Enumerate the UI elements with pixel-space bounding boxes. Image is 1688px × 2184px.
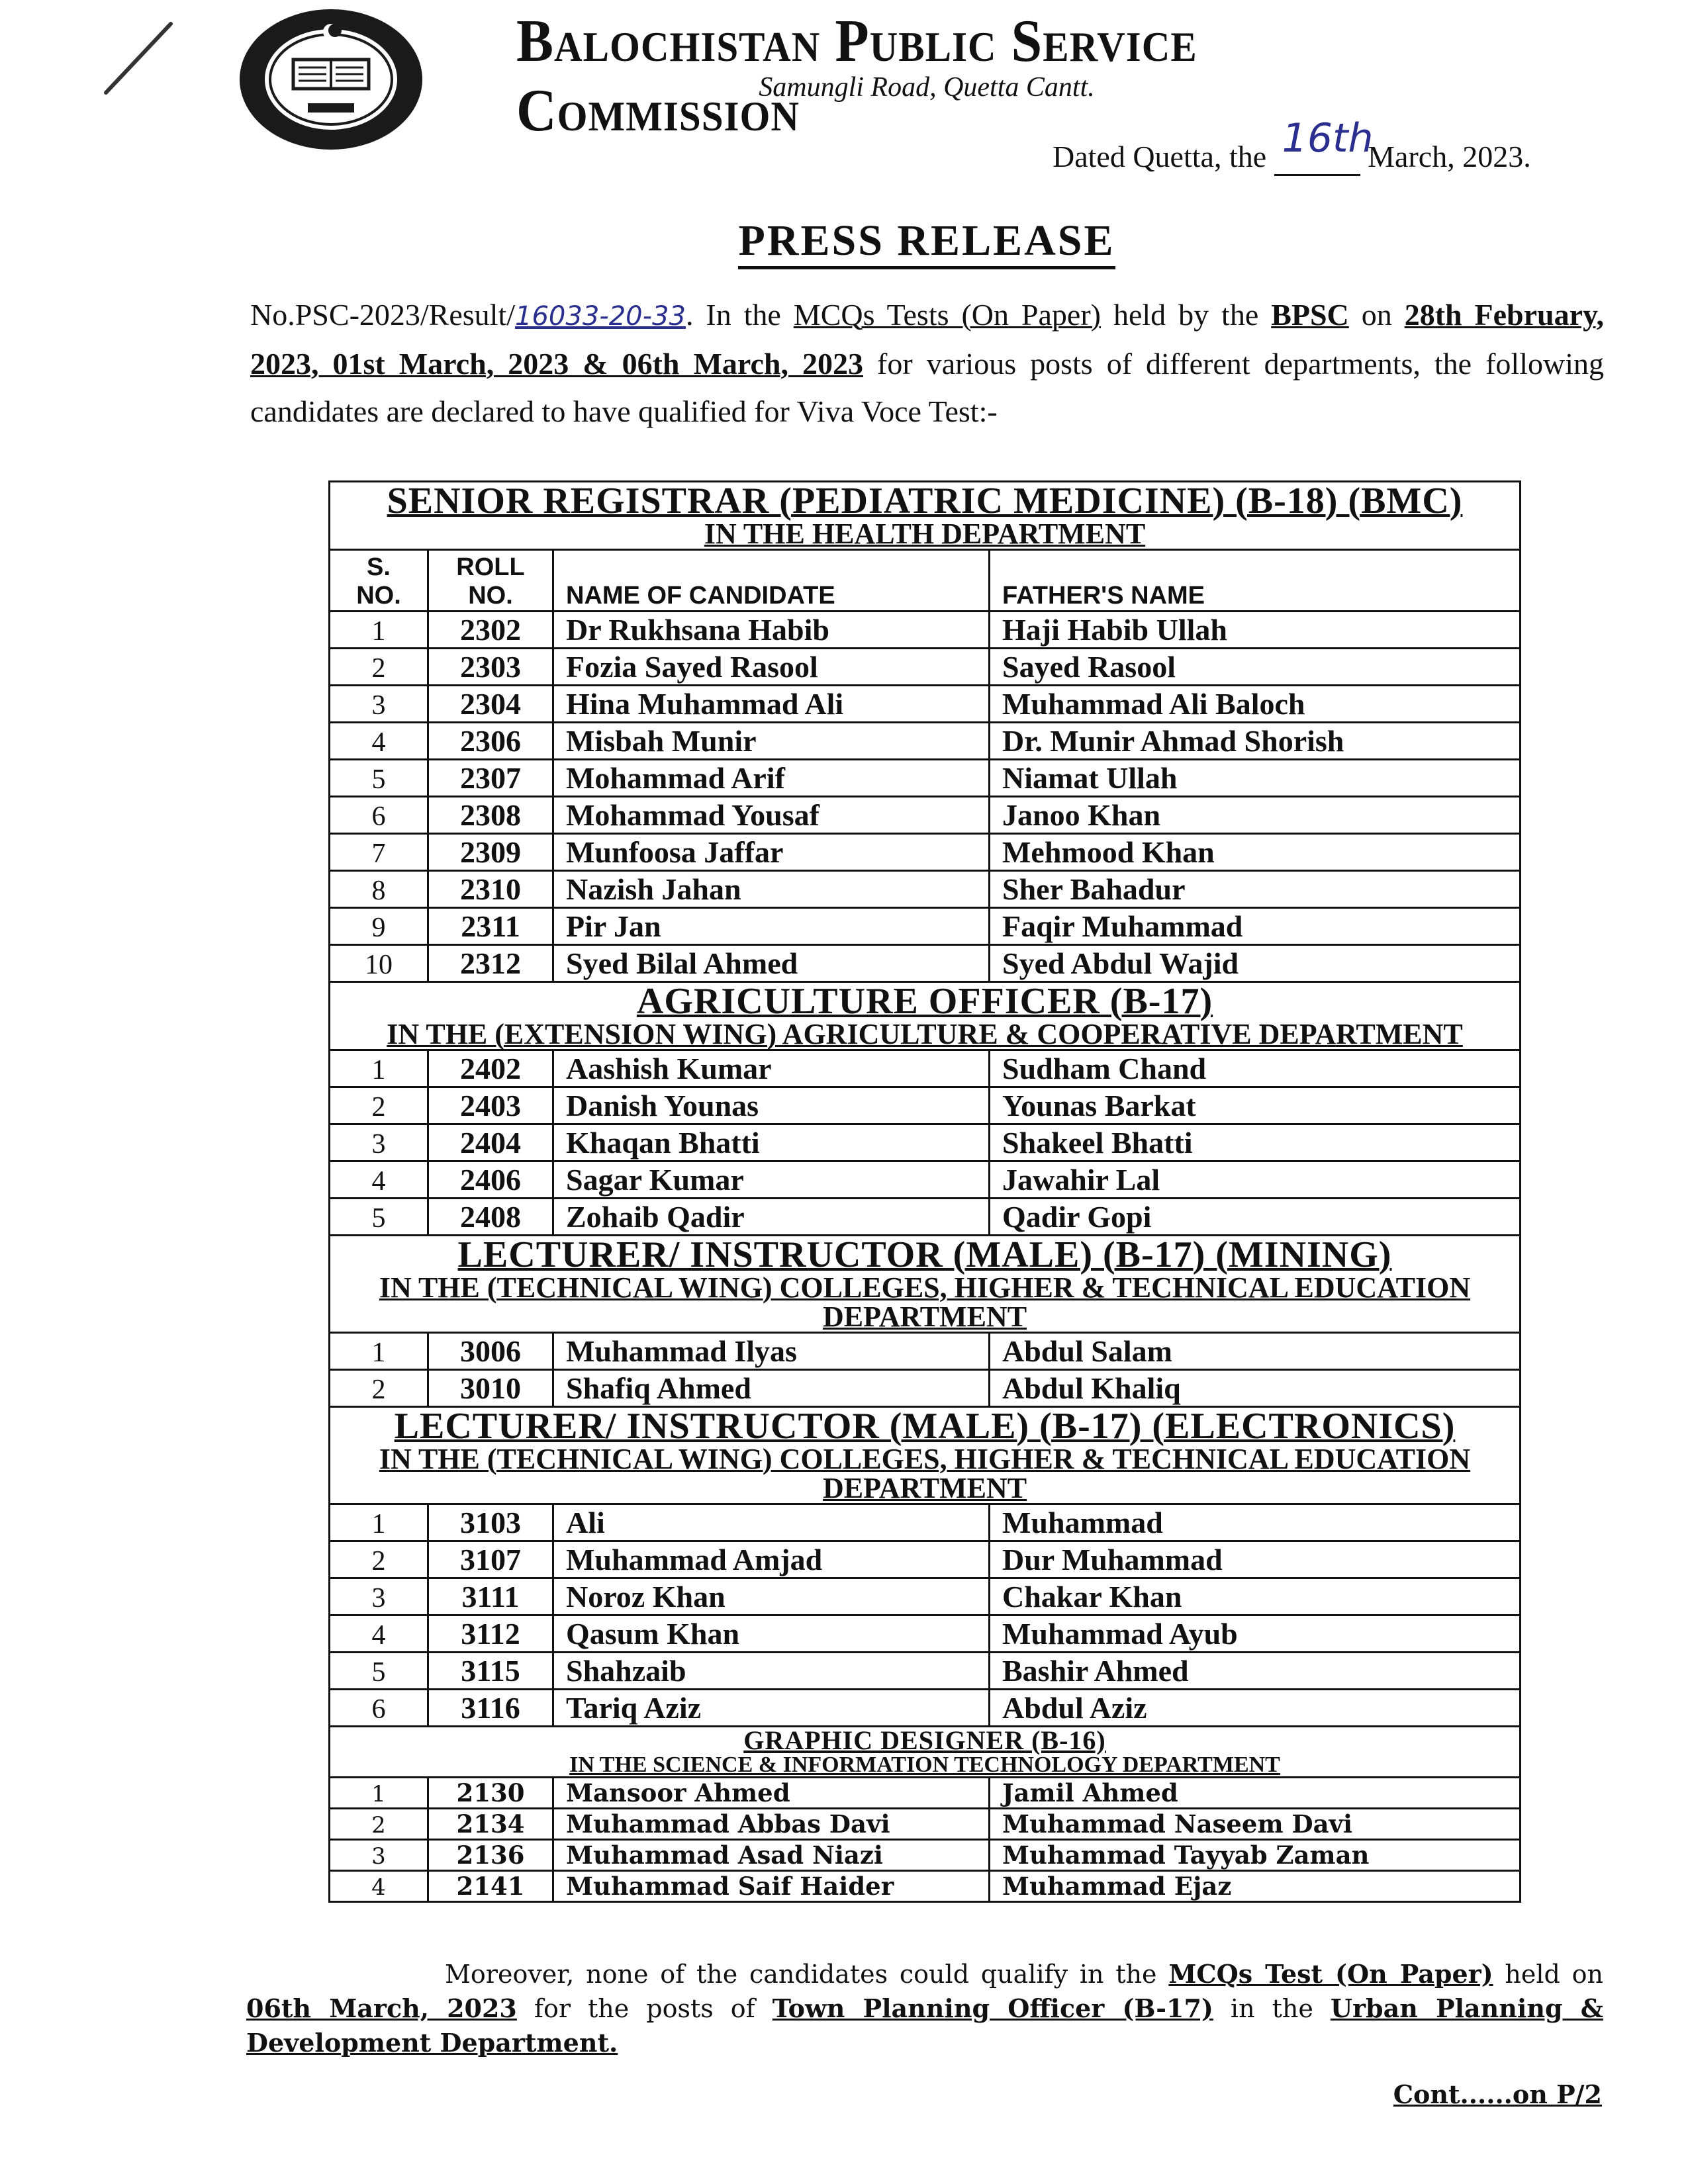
cell-roll: 2311 — [428, 908, 553, 945]
cell-roll: 3116 — [428, 1690, 553, 1727]
cell-father: Abdul Aziz — [990, 1690, 1521, 1727]
cell-father: Janoo Khan — [990, 797, 1521, 834]
section-title: AGRICULTURE OFFICER (B-17) — [636, 981, 1213, 1022]
dated-day — [1274, 115, 1374, 176]
cell-roll: 3010 — [428, 1370, 553, 1407]
section-title: SENIOR REGISTRAR (PEDIATRIC MEDICINE) (B-18) (BMC) — [387, 480, 1463, 522]
cell-roll: 2134 — [428, 1809, 553, 1840]
cell-sn: 3 — [330, 1578, 428, 1615]
cell-roll: 2136 — [428, 1840, 553, 1871]
cell-father: Jawahir Lal — [990, 1161, 1521, 1199]
cell-sn: 2 — [330, 649, 428, 686]
cell-name: Muhammad Saif Haider — [553, 1871, 990, 1902]
cell-roll: 2402 — [428, 1050, 553, 1087]
cell-father: Muhammad Tayyab Zaman — [990, 1840, 1521, 1871]
cell-father: Syed Abdul Wajid — [990, 945, 1521, 982]
section-header — [330, 982, 1521, 1050]
cell-sn: 5 — [330, 760, 428, 797]
cell-roll: 2408 — [428, 1199, 553, 1236]
cell-sn: 5 — [330, 1653, 428, 1690]
section-title: LECTURER/ INSTRUCTOR (MALE) (B-17) (ELECTRONICS) — [394, 1406, 1456, 1447]
cell-sn: 2 — [330, 1370, 428, 1407]
cell-sn: 4 — [330, 723, 428, 760]
table-row — [330, 1370, 1521, 1407]
cell-roll: 2304 — [428, 686, 553, 723]
table-row — [330, 1778, 1521, 1809]
cell-name: Dr Rukhsana Habib — [553, 612, 990, 649]
table-row — [330, 1578, 1521, 1615]
cell-name: Syed Bilal Ahmed — [553, 945, 990, 982]
cell-father: Sudham Chand — [990, 1050, 1521, 1087]
cell-name: Noroz Khan — [553, 1578, 990, 1615]
cell-name: Muhammad Amjad — [553, 1541, 990, 1578]
cell-roll: 2312 — [428, 945, 553, 982]
cell-sn: 3 — [330, 1124, 428, 1161]
intro-paragraph: No.PSC-2023/Result/16033-20-33. In the MCQs Tests (On Paper) held by the BPSC on 28th February, 2023, 01st March, 2023 & 06th March, 2023 for various posts of different departments, the following candidates are declared to have qualified for Viva Voce Test:- — [250, 298, 1605, 428]
cell-name: Fozia Sayed Rasool — [553, 649, 990, 686]
cell-sn: 1 — [330, 612, 428, 649]
cell-name: Zohaib Qadir — [553, 1199, 990, 1236]
cell-sn: 1 — [330, 1050, 428, 1087]
cell-sn: 10 — [330, 945, 428, 982]
column-header-sno: S. NO. — [330, 550, 428, 612]
cell-roll: 3103 — [428, 1504, 553, 1541]
cell-name: Shahzaib — [553, 1653, 990, 1690]
section-header — [330, 482, 1521, 550]
cell-name: Hina Muhammad Ali — [553, 686, 990, 723]
dated-suffix: March, 2023. — [1368, 140, 1531, 173]
cell-father: Muhammad Ayub — [990, 1615, 1521, 1653]
mcq-test-text: MCQs Test (On Paper) — [1168, 1959, 1493, 1989]
cell-father: Abdul Salam — [990, 1333, 1521, 1370]
results-table-body — [330, 482, 1521, 1902]
table-row — [330, 1050, 1521, 1087]
cell-sn: 2 — [330, 1087, 428, 1124]
handwritten-day: 16th — [1282, 115, 1374, 161]
table-row — [330, 1504, 1521, 1541]
cell-roll: 3112 — [428, 1615, 553, 1653]
cell-sn: 2 — [330, 1541, 428, 1578]
cell-name: Mohammad Arif — [553, 760, 990, 797]
table-row — [330, 686, 1521, 723]
section-subtitle: IN THE (EXTENSION WING) AGRICULTURE & COOPERATIVE DEPARTMENT — [387, 1018, 1463, 1050]
cell-roll: 2310 — [428, 871, 553, 908]
cell-roll: 2307 — [428, 760, 553, 797]
cell-name: Pir Jan — [553, 908, 990, 945]
cell-father: Dr. Munir Ahmad Shorish — [990, 723, 1521, 760]
column-header-father: FATHER'S NAME — [990, 550, 1521, 612]
handwritten-reference: 16033-20-33 — [515, 301, 686, 332]
table-row — [330, 871, 1521, 908]
cell-roll: 2403 — [428, 1087, 553, 1124]
table-row — [330, 797, 1521, 834]
cell-father: Abdul Khaliq — [990, 1370, 1521, 1407]
qualified-candidates-table — [328, 480, 1521, 1903]
section-header — [330, 1727, 1521, 1778]
cell-sn: 8 — [330, 871, 428, 908]
press-release-title: PRESS RELEASE — [0, 216, 1688, 266]
table-row — [330, 908, 1521, 945]
section-subtitle: IN THE HEALTH DEPARTMENT — [704, 518, 1146, 550]
cell-name: Mansoor Ahmed — [553, 1778, 990, 1809]
cell-name: Shafiq Ahmed — [553, 1370, 990, 1407]
cell-father: Sayed Rasool — [990, 649, 1521, 686]
cell-father: Faqir Muhammad — [990, 908, 1521, 945]
cell-roll: 2302 — [428, 612, 553, 649]
moreover-paragraph: Moreover, none of the candidates could qualify in the MCQs Test (On Paper) held on 06th March, 2023 for the posts of Town Planning Officer (B-17) in the Urban Planning & Development Department. — [246, 1959, 1603, 2058]
cell-roll: 3111 — [428, 1578, 553, 1615]
cell-father: Mehmood Khan — [990, 834, 1521, 871]
table-row — [330, 760, 1521, 797]
cell-roll: 3107 — [428, 1541, 553, 1578]
cell-name: Muhammad Ilyas — [553, 1333, 990, 1370]
column-header-roll: ROLL NO. — [428, 550, 553, 612]
cell-roll: 3006 — [428, 1333, 553, 1370]
column-header-name: NAME OF CANDIDATE — [553, 550, 990, 612]
section-subtitle: IN THE (TECHNICAL WING) COLLEGES, HIGHER & TECHNICAL EDUCATION DEPARTMENT — [379, 1271, 1471, 1333]
table-row — [330, 1333, 1521, 1370]
cell-sn: 4 — [330, 1161, 428, 1199]
commission-seal-logo — [235, 5, 427, 158]
cell-name: Nazish Jahan — [553, 871, 990, 908]
section-subtitle: IN THE (TECHNICAL WING) COLLEGES, HIGHER & TECHNICAL EDUCATION DEPARTMENT — [379, 1443, 1471, 1504]
cell-sn: 4 — [330, 1615, 428, 1653]
cell-father: Dur Muhammad — [990, 1541, 1521, 1578]
continued-note: Cont......on P/2 — [1393, 2079, 1602, 2109]
cell-name: Aashish Kumar — [553, 1050, 990, 1087]
test-dates: 28th February, 2023, 01st March, 2023 & 06th March, 2023 — [250, 298, 1605, 381]
cell-name: Qasum Khan — [553, 1615, 990, 1653]
bpsc-text: BPSC — [1271, 298, 1349, 332]
cell-father: Chakar Khan — [990, 1578, 1521, 1615]
cell-roll: 2141 — [428, 1871, 553, 1902]
cell-sn: 1 — [330, 1504, 428, 1541]
table-row — [330, 612, 1521, 649]
column-header-row — [330, 550, 1521, 612]
cell-father: Bashir Ahmed — [990, 1653, 1521, 1690]
cell-roll: 2308 — [428, 797, 553, 834]
table-row — [330, 1871, 1521, 1902]
organization-name: Balochistan Public Service Commission — [516, 8, 1197, 144]
table-row — [330, 1615, 1521, 1653]
section-header — [330, 1407, 1521, 1504]
cell-father: Shakeel Bhatti — [990, 1124, 1521, 1161]
cell-sn: 6 — [330, 1690, 428, 1727]
cell-father: Qadir Gopi — [990, 1199, 1521, 1236]
cell-sn: 4 — [330, 1871, 428, 1902]
cell-father: Niamat Ullah — [990, 760, 1521, 797]
organization-address: Samungli Road, Quetta Cantt. — [759, 72, 1095, 103]
dated-line — [1053, 115, 1531, 176]
cell-father: Muhammad — [990, 1504, 1521, 1541]
section-subtitle: IN THE SCIENCE & INFORMATION TECHNOLOGY DEPARTMENT — [569, 1752, 1280, 1777]
table-row — [330, 1541, 1521, 1578]
cell-roll: 3115 — [428, 1653, 553, 1690]
cell-name: Sagar Kumar — [553, 1161, 990, 1199]
table-row — [330, 1809, 1521, 1840]
table-row — [330, 1690, 1521, 1727]
table-row — [330, 649, 1521, 686]
reference-number: No.PSC-2023/Result/ — [250, 298, 516, 332]
section-header — [330, 1236, 1521, 1333]
table-row — [330, 1124, 1521, 1161]
cell-sn: 9 — [330, 908, 428, 945]
cell-roll: 2406 — [428, 1161, 553, 1199]
table-row — [330, 834, 1521, 871]
cell-father: Jamil Ahmed — [990, 1778, 1521, 1809]
cell-roll: 2303 — [428, 649, 553, 686]
table-row — [330, 1840, 1521, 1871]
cell-sn: 2 — [330, 1809, 428, 1840]
cell-name: Muhammad Abbas Davi — [553, 1809, 990, 1840]
cell-father: Younas Barkat — [990, 1087, 1521, 1124]
cell-roll: 2130 — [428, 1778, 553, 1809]
post-name: Town Planning Officer (B-17) — [772, 1993, 1213, 2023]
cell-sn: 6 — [330, 797, 428, 834]
cell-father: Muhammad Ejaz — [990, 1871, 1521, 1902]
table-row — [330, 723, 1521, 760]
cell-father: Muhammad Naseem Davi — [990, 1809, 1521, 1840]
cell-father: Muhammad Ali Baloch — [990, 686, 1521, 723]
cell-sn: 1 — [330, 1778, 428, 1809]
cell-name: Muhammad Asad Niazi — [553, 1840, 990, 1871]
table-row — [330, 1087, 1521, 1124]
cell-roll: 2404 — [428, 1124, 553, 1161]
cell-father: Haji Habib Ullah — [990, 612, 1521, 649]
table-row — [330, 1199, 1521, 1236]
section-title: LECTURER/ INSTRUCTOR (MALE) (B-17) (MINING) — [457, 1234, 1392, 1275]
cell-sn: 1 — [330, 1333, 428, 1370]
table-row — [330, 1653, 1521, 1690]
pen-stroke-mark — [99, 20, 179, 99]
cell-name: Munfoosa Jaffar — [553, 834, 990, 871]
cell-sn: 7 — [330, 834, 428, 871]
cell-roll: 2309 — [428, 834, 553, 871]
cell-sn: 3 — [330, 686, 428, 723]
section-title: GRAPHIC DESIGNER (B-16) — [743, 1725, 1106, 1755]
cell-name: Khaqan Bhatti — [553, 1124, 990, 1161]
cell-name: Ali — [553, 1504, 990, 1541]
cell-name: Mohammad Yousaf — [553, 797, 990, 834]
cell-name: Danish Younas — [553, 1087, 990, 1124]
table-row — [330, 945, 1521, 982]
cell-sn: 5 — [330, 1199, 428, 1236]
test-date: 06th March, 2023 — [246, 1993, 517, 2023]
cell-father: Sher Bahadur — [990, 871, 1521, 908]
cell-sn: 3 — [330, 1840, 428, 1871]
mcq-tests-text: MCQs Tests (On Paper) — [793, 298, 1101, 332]
cell-name: Misbah Munir — [553, 723, 990, 760]
dated-prefix: Dated Quetta, the — [1053, 140, 1267, 173]
cell-name: Tariq Aziz — [553, 1690, 990, 1727]
cell-roll: 2306 — [428, 723, 553, 760]
table-row — [330, 1161, 1521, 1199]
department-name: Urban Planning & Development Department. — [246, 1993, 1603, 2058]
